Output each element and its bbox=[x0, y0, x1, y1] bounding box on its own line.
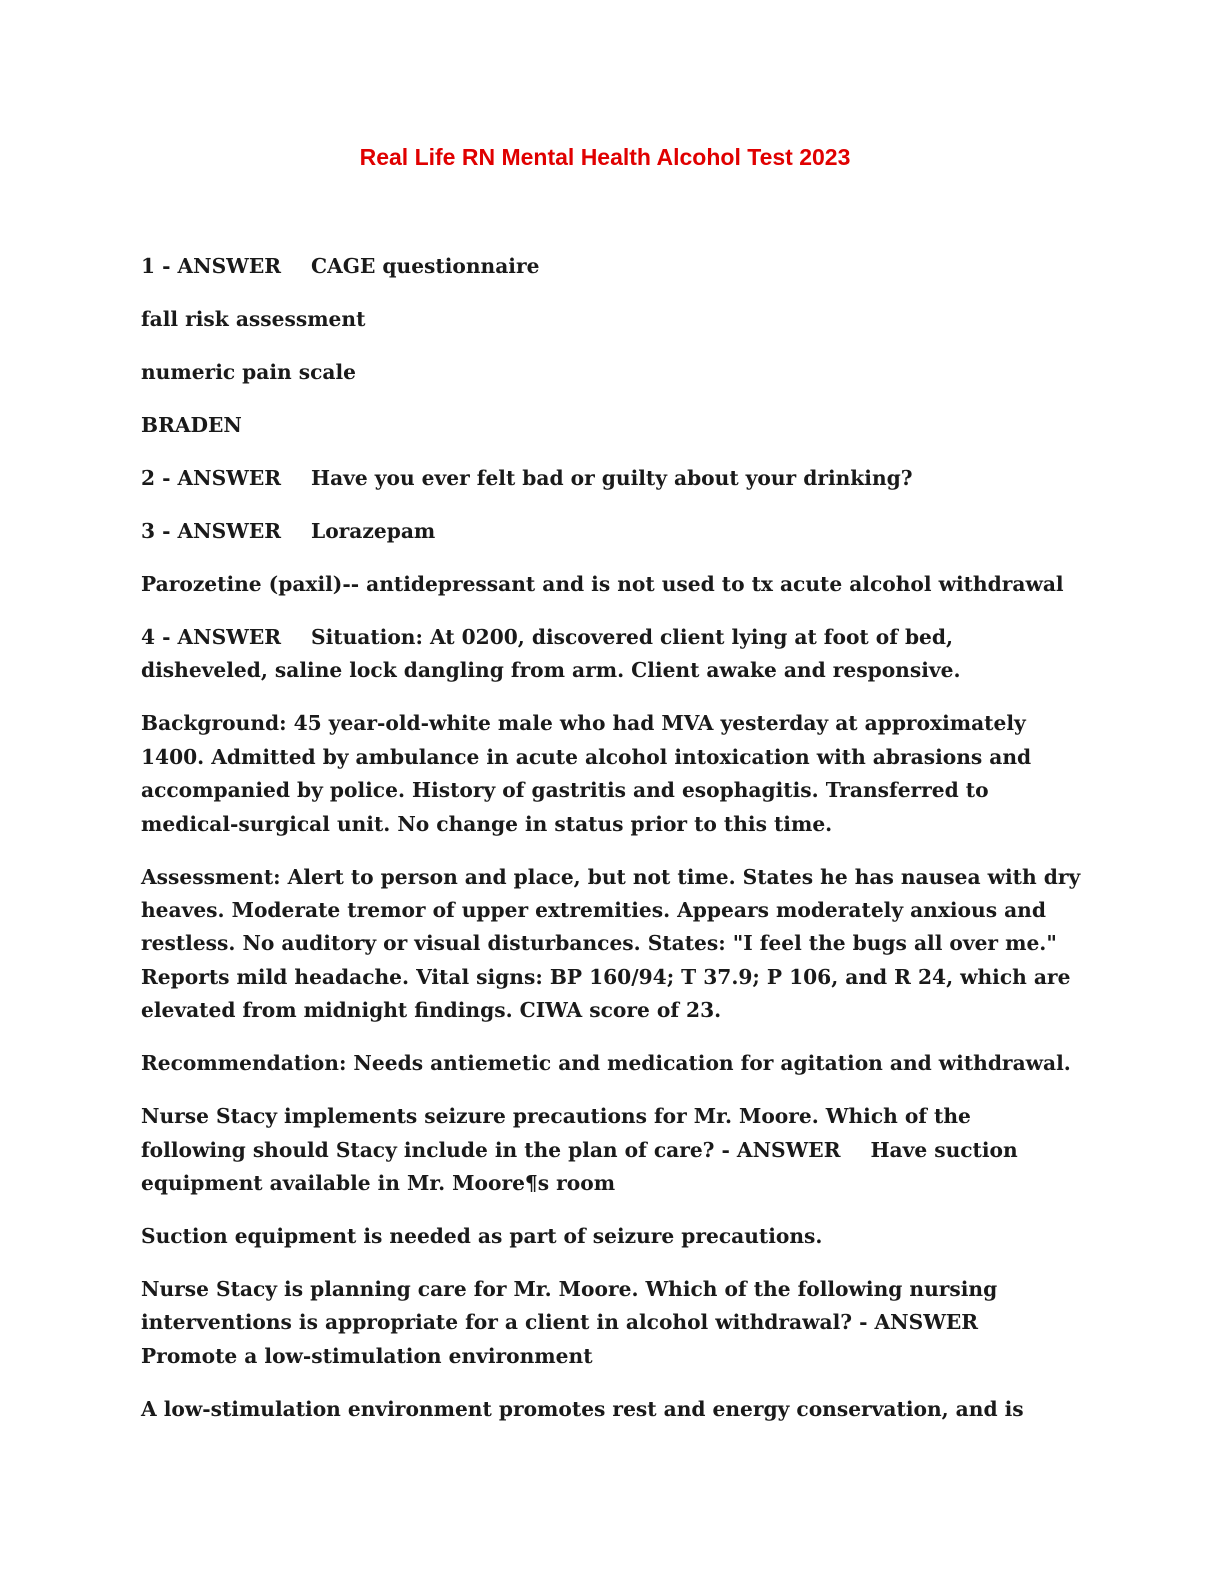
paragraph-text: BRADEN bbox=[141, 413, 242, 437]
answer-label: 2 - ANSWER bbox=[141, 466, 282, 490]
paragraph-text: fall risk assessment bbox=[141, 307, 366, 331]
paragraph-text: A low-stimulation environment promotes rest and energy conservation, and is bbox=[141, 1396, 1024, 1421]
paragraph bbox=[141, 621, 1081, 688]
paragraph bbox=[141, 409, 1081, 442]
document-title: Real Life RN Mental Health Alcohol Test 2023 bbox=[359, 144, 851, 170]
paragraph bbox=[141, 356, 1081, 389]
paragraph bbox=[141, 1220, 1081, 1253]
paragraph bbox=[141, 515, 1081, 548]
paragraph-text: Suction equipment is needed as part of seizure precautions. bbox=[141, 1224, 823, 1249]
paragraph bbox=[141, 462, 1081, 495]
paragraph-text: Assessment: Alert to person and place, but not time. States he has nausea with dry heaves. Moderate tremor of upper extremities. Appears moderately anxious and restless. No auditory or visual disturbances. States: "I feel the bugs all over me." Reports mild headache. Vital signs: BP 160/94; T 37.9; P 106, and R 24, which are elevated from midnight findings. CIWA score of 23. bbox=[141, 864, 1081, 1023]
paragraph-text: Parozetine (paxil)-- antidepressant and is not used to tx acute alcohol withdrawal bbox=[141, 572, 1064, 596]
answer-label: 4 - ANSWER bbox=[141, 625, 282, 649]
document-body bbox=[141, 250, 1081, 1446]
paragraph bbox=[141, 568, 1081, 601]
paragraph-text: CAGE questionnaire bbox=[311, 254, 540, 278]
paragraph bbox=[141, 250, 1081, 283]
paragraph bbox=[141, 1273, 1081, 1373]
answer-label: 1 - ANSWER bbox=[141, 254, 282, 278]
paragraph-text: Situation: At 0200, discovered client lying at foot of bed, disheveled, saline lock dangling from arm. Client awake and responsive. bbox=[141, 625, 961, 683]
paragraph-text: Have you ever felt bad or guilty about your drinking? bbox=[311, 466, 913, 490]
answer-label: 3 - ANSWER bbox=[141, 519, 282, 543]
paragraph bbox=[141, 1100, 1081, 1200]
answer-text: Have suction equipment available in Mr. Moore¶s room bbox=[141, 1137, 1018, 1196]
paragraph bbox=[141, 1047, 1081, 1080]
paragraph-text: Lorazepam bbox=[311, 519, 436, 543]
paragraph-text: numeric pain scale bbox=[141, 360, 357, 384]
paragraph-text: Recommendation: Needs antiemetic and medication for agitation and withdrawal. bbox=[141, 1051, 1071, 1076]
paragraph bbox=[141, 861, 1081, 1028]
paragraph bbox=[141, 303, 1081, 336]
paragraph-text: Nurse Stacy is planning care for Mr. Moore. Which of the following nursing interventions is appropriate for a client in alcohol withdrawal? - ANSWER Promote a low-stimulation environment bbox=[141, 1277, 998, 1368]
paragraph bbox=[141, 1393, 1081, 1426]
paragraph-text: Nurse Stacy implements seizure precautions for Mr. Moore. Which of the following should Stacy include in the plan of care? - ANSWER bbox=[141, 1104, 971, 1162]
paragraph bbox=[141, 707, 1081, 841]
paragraph-text: Background: 45 year-old-white male who had MVA yesterday at approximately 1400. Admitted by ambulance in acute alcohol intoxication with abrasions and accompanied by police. History of gastritis and esophagitis. Transferred to medical-surgical unit. No change in status prior to this time. bbox=[141, 711, 1032, 836]
